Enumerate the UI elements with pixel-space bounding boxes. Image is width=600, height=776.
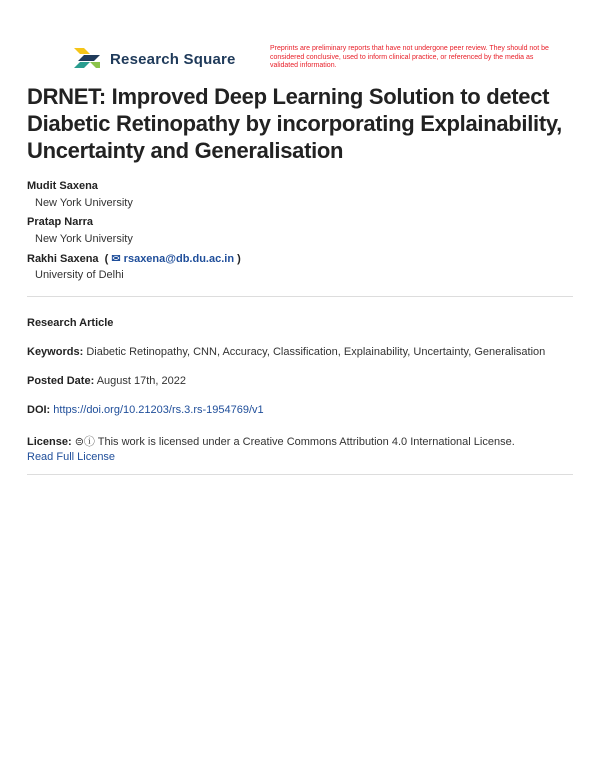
email-icon: ✉ bbox=[111, 253, 121, 265]
author-affiliation: New York University bbox=[35, 197, 133, 209]
posted-value: August 17th, 2022 bbox=[96, 375, 186, 387]
doi-label: DOI: bbox=[27, 404, 51, 416]
divider bbox=[27, 296, 573, 297]
author-name: Pratap Narra bbox=[27, 216, 94, 228]
author-line: Rakhi Saxena ( ✉ rsaxena@db.du.ac.in ) bbox=[27, 253, 241, 265]
author-name: Mudit Saxena bbox=[27, 180, 98, 192]
keywords bbox=[27, 346, 545, 358]
keywords-value: Diabetic Retinopathy, CNN, Accuracy, Classification, Explainability, Uncertainty, Generalisation bbox=[86, 346, 546, 358]
author-email-link[interactable]: rsaxena@db.du.ac.in bbox=[123, 253, 235, 265]
license-text: This work is licensed under a Creative Commons Attribution 4.0 International License. bbox=[97, 436, 515, 448]
cc-by-icon: ⓘ bbox=[83, 436, 95, 448]
article-type: Research Article bbox=[27, 317, 114, 329]
author-affiliation: University of Delhi bbox=[35, 269, 124, 281]
paper-title: DRNET: Improved Deep Learning Solution to detect Diabetic Retinopathy by incorporating Explainability, Uncertainty and Generalisation bbox=[27, 84, 562, 163]
research-square-logo[interactable] bbox=[74, 48, 236, 70]
posted-label: Posted Date: bbox=[27, 375, 95, 387]
read-full-license-link[interactable]: Read Full License bbox=[27, 451, 116, 463]
author-name: Rakhi Saxena bbox=[27, 253, 99, 265]
cc-icon: ⊜ bbox=[74, 436, 84, 448]
divider bbox=[27, 474, 573, 475]
doi bbox=[27, 404, 264, 416]
posted-date bbox=[27, 375, 186, 387]
license bbox=[27, 433, 515, 449]
author-affiliation: New York University bbox=[35, 233, 133, 245]
keywords-label: Keywords: bbox=[27, 346, 84, 358]
logo-text: Research Square bbox=[110, 50, 236, 68]
license-label: License: bbox=[27, 436, 72, 448]
research-square-logo-icon bbox=[74, 48, 102, 70]
preprint-disclaimer: Preprints are preliminary reports that have not undergone peer review. They should not be considered conclusive, used to inform clinical practice, or referenced by the media as validated information. bbox=[270, 45, 549, 69]
doi-link[interactable]: https://doi.org/10.21203/rs.3.rs-1954769/v1 bbox=[53, 404, 264, 416]
